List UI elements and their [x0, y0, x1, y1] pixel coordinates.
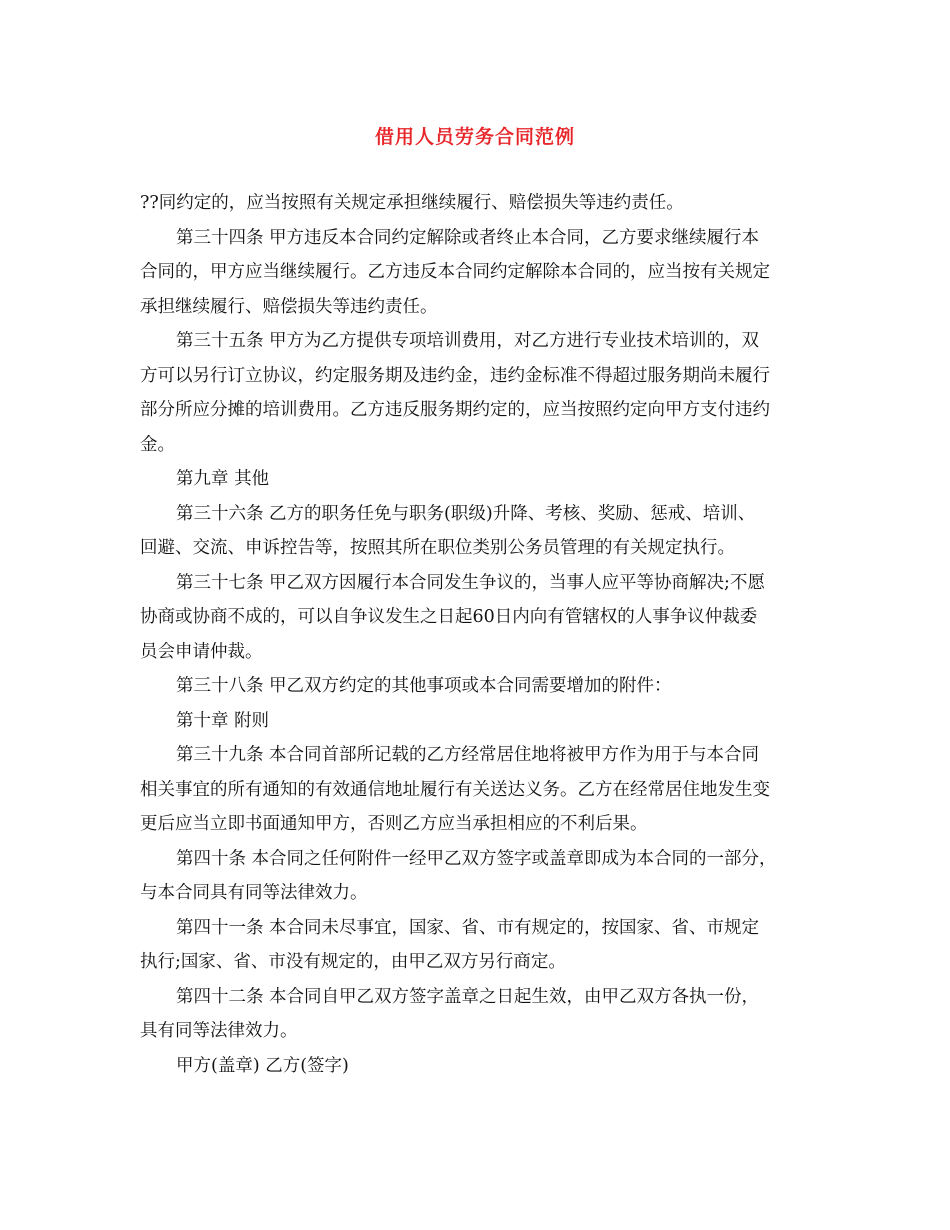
text-line: 金。	[140, 434, 175, 455]
text-line: 具有同等法律效力。	[140, 1021, 298, 1041]
document-body	[140, 186, 820, 1083]
text-line: 协商或协商不成的，可以自争议发生之日起60日内向有管辖权的人事争议仲裁委	[140, 607, 758, 627]
text-line: 更后应当立即书面通知甲方，否则乙方应当承担相应的不利后果。	[140, 814, 648, 834]
text-line: 第三十六条 乙方的职务任免与职务(职级)升降、考核、奖励、惩戒、培训、	[176, 503, 756, 524]
text-line: 相关事宜的所有通知的有效通信地址履行有关送达义务。乙方在经常居住地发生变	[140, 779, 770, 800]
text-line: 第四十一条 本合同未尽事宜，国家、省、市有规定的，按国家、省、市规定	[176, 917, 760, 938]
text-line: 甲方(盖章) 乙方(签字)	[176, 1055, 349, 1076]
text-line: 第三十五条 甲方为乙方提供专项培训费用，对乙方进行专业技术培训的，双	[176, 331, 760, 351]
document-title: 借用人员劳务合同范例	[374, 126, 575, 148]
text-line: 方可以另行订立协议，约定服务期及违约金，违约金标准不得超过服务期尚未履行	[140, 365, 770, 386]
text-line: 第四十条 本合同之任何附件一经甲乙双方签字或盖章即成为本合同的一部分，	[176, 848, 777, 869]
text-line: 第三十四条 甲方违反本合同约定解除或者终止本合同，乙方要求继续履行本	[176, 227, 760, 248]
text-line: 执行;国家、省、市没有规定的，由甲乙双方另行商定。	[140, 952, 566, 972]
text-line: 员会申请仲裁。	[140, 641, 263, 662]
text-line: 第四十二条 本合同自甲乙双方签字盖章之日起生效，由甲乙双方各执一份，	[176, 986, 760, 1007]
text-line: ??同约定的，应当按照有关规定承担继续履行、赔偿损失等违约责任。	[140, 193, 684, 213]
text-line: 第十章 附则	[176, 710, 270, 731]
text-line: 第三十七条 甲乙双方因履行本合同发生争议的，当事人应平等协商解决;不愿	[176, 572, 765, 593]
text-line: 承担继续履行、赔偿损失等违约责任。	[140, 296, 438, 317]
text-line: 回避、交流、申诉控告等，按照其所在职位类别公务员管理的有关规定执行。	[140, 538, 735, 558]
text-line: 合同的，甲方应当继续履行。乙方违反本合同约定解除本合同的，应当按有关规定	[140, 262, 770, 282]
text-line: 第三十九条 本合同首部所记载的乙方经常居住地将被甲方作为用于与本合同	[176, 745, 760, 765]
text-line: 与本合同具有同等法律效力。	[140, 883, 368, 903]
text-line: 第九章 其他	[176, 469, 270, 489]
text-line: 第三十八条 甲乙双方约定的其他事项或本合同需要增加的附件：	[176, 676, 672, 696]
text-line: 部分所应分摊的培训费用。乙方违反服务期约定的，应当按照约定向甲方支付违约	[140, 400, 770, 420]
